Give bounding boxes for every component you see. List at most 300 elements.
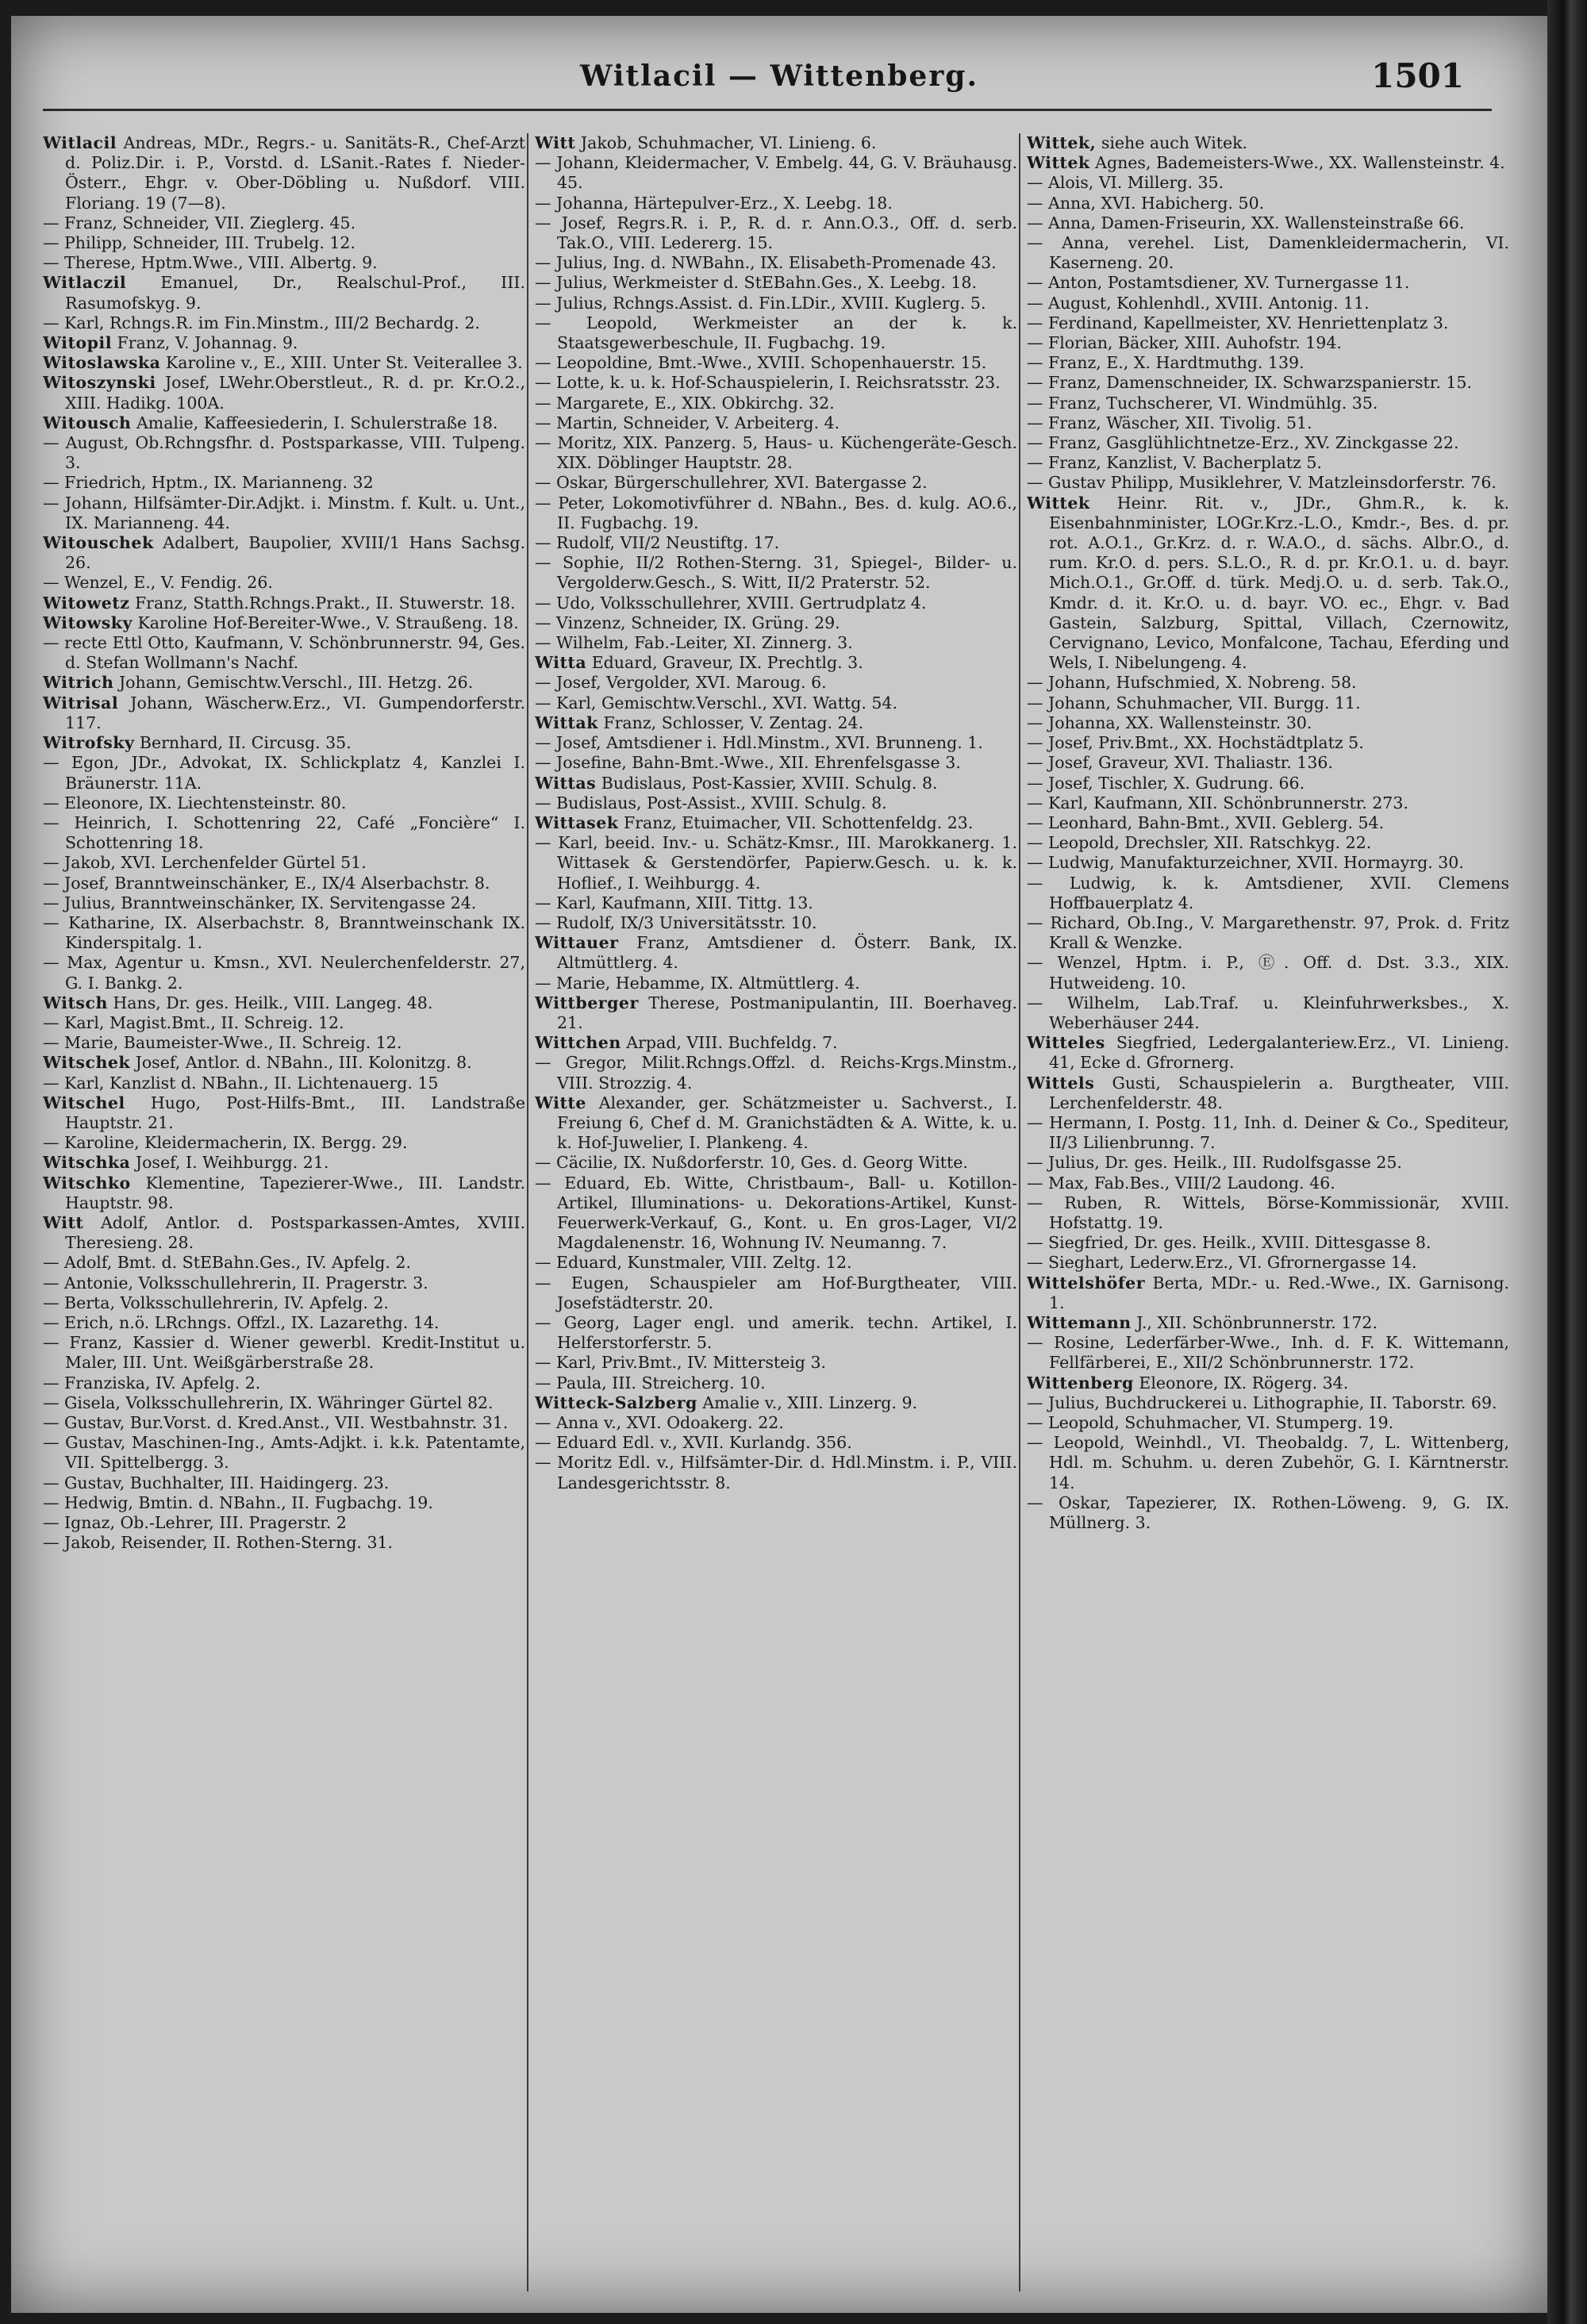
directory-entry (43, 1473, 525, 1493)
entry-text: — Julius, Dr. ges. Heilk., III. Rudolfsgasse 25. (1027, 1153, 1402, 1173)
directory-entry (43, 853, 525, 873)
directory-entry (43, 913, 525, 953)
entry-text: — Sophie, II/2 Rothen-Sterng. 31, Spiegel-, Bilder- u. Vergolderw.Gesch., S. Witt, II/2 Praterstr. 52. (535, 553, 1017, 593)
entry-text: — Julius, Rchngs.Assist. d. Fin.LDir., XVIII. Kuglerg. 5. (535, 293, 986, 313)
directory-entry (43, 1133, 525, 1153)
entry-text: Adolf, Antlor. d. Postsparkassen-Amtes, XVIII. Theresieng. 28. (65, 1212, 525, 1253)
directory-entry (535, 1353, 1017, 1373)
entry-text: — Erich, n.ö. LRchngs. Offzl., IX. Lazarethg. 14. (43, 1312, 440, 1332)
directory-entry (1027, 1433, 1509, 1493)
entry-text: — Anna v., XVI. Odoakerg. 22. (535, 1413, 784, 1432)
entry-text: — Josef, Priv.Bmt., XX. Hochstädtplatz 5. (1027, 733, 1364, 753)
entry-text: — Karoline, Kleidermacherin, IX. Bergg. 29. (43, 1133, 408, 1153)
entry-surname: Witlaczil (43, 273, 127, 293)
entry-text: — Julius, Buchdruckerei u. Lithographie, II. Taborstr. 69. (1027, 1392, 1497, 1412)
entry-text: Hugo, Post-Hilfs-Bmt., III. Landstraße Hauptstr. 21. (65, 1093, 525, 1132)
directory-entry (43, 353, 525, 373)
directory-entry (1027, 693, 1509, 713)
entry-text: — Ludwig, Manufakturzeichner, XVII. Hormayrg. 30. (1027, 853, 1464, 873)
entry-text: — Franz, Kassier d. Wiener gewerbl. Kredit-Institut u. Maler, III. Unt. Weißgärberstraße 28. (43, 1333, 525, 1373)
entry-text: — Ignaz, Ob.-Lehrer, III. Pragerstr. 2 (43, 1513, 347, 1533)
entry-text: — Alois, VI. Millerg. 35. (1027, 173, 1224, 193)
entry-text: Eduard, Graveur, IX. Prechtlg. 3. (591, 653, 863, 673)
entry-text: — recte Ettl Otto, Kaufmann, V. Schönbrunnerstr. 94, Ges. d. Stefan Wollmann's Nachf. (43, 633, 525, 673)
entry-text: Agnes, Bademeisters-Wwe., XX. Wallensteinstr. 4. (1095, 153, 1505, 173)
directory-entry (535, 1433, 1017, 1453)
entry-surname: Witt (43, 1212, 84, 1232)
column-2 (535, 133, 1017, 2291)
directory-entry (1027, 153, 1509, 173)
directory-entry (535, 494, 1017, 533)
entry-text: — Jakob, XVI. Lerchenfelder Gürtel 51. (43, 853, 367, 873)
directory-entry (535, 913, 1017, 933)
entry-text: — Gustav Philipp, Musiklehrer, V. Matzleinsdorferstr. 76. (1027, 473, 1497, 493)
directory-entry (43, 473, 525, 493)
entry-text: — Eleonore, IX. Liechtensteinstr. 80. (43, 793, 347, 812)
directory-entry (535, 653, 1017, 673)
entry-surname: Witowsky (43, 613, 133, 632)
entry-text: siehe auch Witek. (1101, 133, 1248, 152)
directory-entry (43, 1013, 525, 1033)
entry-surname: Wittek (1027, 493, 1090, 513)
directory-entry (535, 353, 1017, 373)
directory-entry (43, 133, 525, 213)
column-3 (1027, 133, 1509, 2291)
entry-text: — Franz, Tuchscherer, VI. Windmühlg. 35. (1027, 393, 1378, 413)
directory-entry (43, 333, 525, 353)
entry-text: — Marie, Hebamme, IX. Altmüttlerg. 4. (535, 973, 860, 993)
entry-text: — Josef, Vergolder, XVI. Maroug. 6. (535, 673, 827, 693)
entry-text: — Ludwig, k. k. Amtsdiener, XVII. Clemens Hoffbauerplatz 4. (1027, 873, 1509, 912)
directory-entry (1027, 1493, 1509, 1533)
directory-entry (43, 1333, 525, 1373)
entry-surname: Wittas (535, 773, 597, 793)
directory-entry (1027, 774, 1509, 793)
entry-surname: Witrofsky (43, 733, 135, 753)
directory-entry (535, 213, 1017, 253)
directory-entry (43, 753, 525, 793)
entry-text: Karoline v., E., XIII. Unter St. Veiterallee 3. (165, 353, 523, 373)
entry-text: — Karl, Magist.Bmt., II. Schreig. 12. (43, 1012, 344, 1032)
directory-entry (535, 774, 1017, 793)
entry-surname: Witouschek (43, 533, 154, 553)
entry-text: Gusti, Schauspielerin a. Burgtheater, VIII. Lerchenfelderstr. 48. (1049, 1073, 1509, 1112)
entry-text: — Leopold, Drechsler, XII. Ratschkyg. 22. (1027, 833, 1372, 853)
directory-entry (43, 1513, 525, 1533)
directory-entry (535, 673, 1017, 693)
directory-entry (535, 613, 1017, 633)
directory-entry (1027, 294, 1509, 313)
entry-text: — Wenzel, Hptm. i. P., Ⓔ. Off. d. Dst. 3.3., XIX. Hutweideng. 10. (1027, 953, 1509, 993)
directory-entry (1027, 673, 1509, 693)
directory-entry (535, 1174, 1017, 1254)
directory-entry (535, 1413, 1017, 1433)
entry-text: — Therese, Hptm.Wwe., VIII. Albertg. 9. (43, 253, 378, 273)
directory-entry (1027, 353, 1509, 373)
entry-text: — Hedwig, Bmtin. d. NBahn., II. Fugbachg. 19. (43, 1492, 433, 1512)
entry-surname: Witlacil (43, 133, 117, 152)
running-head: Witlacil — Wittenberg. (580, 60, 978, 93)
page-header (11, 56, 1547, 123)
directory-entry (43, 1433, 525, 1473)
entry-text: — Julius, Werkmeister d. StEBahn.Ges., X. Leebg. 18. (535, 273, 977, 293)
directory-entry (43, 1293, 525, 1313)
directory-entry (1027, 413, 1509, 433)
directory-entry (43, 1313, 525, 1333)
page-number: 1501 (1371, 56, 1464, 95)
entry-text: Franz, Etuimacher, VII. Schottenfeldg. 23. (624, 812, 974, 832)
directory-entry (43, 494, 525, 533)
directory-entry (535, 373, 1017, 393)
directory-entry (1027, 1233, 1509, 1253)
directory-entry (43, 413, 525, 433)
directory-entry (43, 953, 525, 993)
directory-entry (1027, 453, 1509, 473)
entry-text: Andreas, MDr., Regrs.- u. Sanitäts-R., Chef-Arzt d. Poliz.Dir. i. P., Vorstd. d. LSanit.-Rates f. Nieder-Österr., Ehgr. v. Ober-Döbling u. Nußdorf. VIII. Floriang. 19 (7—8). (65, 133, 525, 213)
entry-text: Franz, Amtsdiener d. Österr. Bank, IX. Altmüttlerg. 4. (557, 933, 1017, 973)
entry-text: — Franziska, IV. Apfelg. 2. (43, 1373, 261, 1392)
directory-entry (535, 433, 1017, 473)
directory-entry (535, 833, 1017, 893)
entry-surname: Wittemann (1027, 1312, 1132, 1332)
directory-entry (1027, 433, 1509, 453)
entry-text: — Karl, Kanzlist d. NBahn., II. Lichtenauerg. 15 (43, 1073, 439, 1093)
entry-text: — Hermann, I. Postg. 11, Inh. d. Deiner & Co., Spediteur, II/3 Lilienbrunng. 7. (1027, 1112, 1509, 1153)
directory-entry (1027, 1393, 1509, 1413)
directory-entry (535, 713, 1017, 733)
entry-text: — Wilhelm, Lab.Traf. u. Kleinfuhrwerksbes., X. Weberhäuser 244. (1027, 993, 1509, 1032)
directory-entry (1027, 953, 1509, 993)
entry-text: — Johann, Hufschmied, X. Nobreng. 58. (1027, 673, 1357, 693)
directory-entry (43, 593, 525, 613)
entry-text: — Karl, Rchngs.R. im Fin.Minstm., III/2 Bechardg. 2. (43, 313, 480, 332)
entry-text: — Gustav, Maschinen-Ing., Amts-Adjkt. i. k.k. Patentamte, VII. Spittelbergg. 3. (43, 1433, 525, 1473)
entry-surname: Wittauer (535, 933, 619, 953)
entry-text: — Ruben, R. Wittels, Börse-Kommissionär, XVIII. Hofstattg. 19. (1027, 1193, 1509, 1232)
entry-text: — Josef, Branntweinschänker, E., IX/4 Alserbachstr. 8. (43, 873, 490, 893)
entry-surname: Witopil (43, 333, 113, 353)
entry-text: — Egon, JDr., Advokat, IX. Schlickplatz 4, Kanzlei I. Bräunerstr. 11A. (43, 753, 525, 793)
directory-entry (535, 693, 1017, 713)
entry-surname: Wittelshöfer (1027, 1273, 1145, 1293)
entry-text: — Philipp, Schneider, III. Trubelg. 12. (43, 233, 355, 253)
directory-entry (535, 893, 1017, 913)
directory-entry (1027, 394, 1509, 413)
directory-entry (1027, 853, 1509, 873)
directory-entry (1027, 1313, 1509, 1333)
directory-entry (1027, 733, 1509, 753)
entry-text: Eleonore, IX. Rögerg. 34. (1139, 1373, 1349, 1392)
entry-text: — Moritz, XIX. Panzerg. 5, Haus- u. Küchengeräte-Gesch. XIX. Döblinger Hauptstr. 28. (535, 433, 1017, 473)
entry-surname: Witschko (43, 1173, 131, 1193)
entry-surname: Witteles (1027, 1033, 1105, 1053)
entry-text: Franz, Statth.Rchngs.Prakt., II. Stuwerstr. 18. (134, 593, 516, 613)
entry-text: — Peter, Lokomotivführer d. NBahn., Bes. d. kulg. AO.6., II. Fugbachg. 19. (535, 493, 1017, 532)
entry-text: Amalie, Kaffeesiederin, I. Schulerstraße 18. (136, 413, 498, 432)
entry-text: — August, Kohlenhdl., XVIII. Antonig. 11. (1027, 293, 1370, 313)
entry-text: — Franz, Kanzlist, V. Bacherplatz 5. (1027, 453, 1322, 473)
entry-text: — Martin, Schneider, V. Arbeiterg. 4. (535, 413, 840, 432)
directory-entry (1027, 494, 1509, 674)
entry-text: — Vinzenz, Schneider, IX. Grüng. 29. (535, 613, 840, 632)
directory-entry (43, 693, 525, 733)
directory-entry (43, 253, 525, 273)
directory-entry (535, 553, 1017, 593)
entry-surname: Witrisal (43, 693, 119, 713)
entry-surname: Wittasek (535, 812, 619, 832)
directory-entry (43, 213, 525, 233)
entry-text: — Cäcilie, IX. Nußdorferstr. 10, Ges. d. Georg Witte. (535, 1153, 968, 1173)
directory-entry (1027, 813, 1509, 833)
directory-entry (43, 1273, 525, 1293)
directory-entry (1027, 194, 1509, 213)
entry-surname: Witousch (43, 413, 132, 432)
directory-entry (1027, 793, 1509, 813)
directory-entry (43, 233, 525, 253)
column-1 (43, 133, 525, 2291)
entry-text: — Josefine, Bahn-Bmt.-Wwe., XII. Ehrenfelsgasse 3. (535, 753, 961, 773)
entry-text: Hans, Dr. ges. Heilk., VIII. Langeg. 48. (113, 993, 433, 1012)
entry-surname: Wittak (535, 713, 598, 732)
entry-text: Franz, V. Johannag. 9. (117, 333, 298, 353)
entry-text: — Franz, Damenschneider, IX. Schwarzspanierstr. 15. (1027, 373, 1472, 393)
directory-entry (1027, 373, 1509, 393)
entry-text: — Rudolf, VII/2 Neustiftg. 17. (535, 533, 780, 553)
directory-entry (1027, 313, 1509, 333)
directory-entry (535, 1253, 1017, 1273)
entry-text: Budislaus, Post-Kassier, XVIII. Schulg. 8. (601, 773, 938, 793)
entry-text: Franz, Schlosser, V. Zentag. 24. (603, 713, 864, 732)
entry-text: — Gustav, Buchhalter, III. Haidingerg. 23. (43, 1473, 390, 1492)
entry-text: — Rudolf, IX/3 Universitätsstr. 10. (535, 912, 817, 932)
directory-entry (43, 533, 525, 573)
directory-entry (43, 433, 525, 473)
entry-text: — Jakob, Reisender, II. Rothen-Sterng. 31. (43, 1533, 394, 1553)
directory-entry (1027, 753, 1509, 773)
directory-entry (43, 793, 525, 813)
directory-entry (535, 933, 1017, 973)
entry-text: — Wilhelm, Fab.-Leiter, XI. Zinnerg. 3. (535, 633, 853, 653)
entry-text: — Katharine, IX. Alserbachstr. 8, Branntweinschank IX. Kinderspitalg. 1. (43, 912, 525, 953)
directory-entry (535, 1033, 1017, 1053)
column-divider (527, 133, 528, 2291)
entry-surname: Witschek (43, 1053, 131, 1073)
directory-entry (535, 133, 1017, 153)
column-divider (1019, 133, 1020, 2291)
directory-entry (1027, 1273, 1509, 1313)
entry-text: Klementine, Tapezierer-Wwe., III. Landstr. Hauptstr. 98. (65, 1173, 525, 1212)
entry-text: Amalie v., XIII. Linzerg. 9. (702, 1392, 918, 1412)
directory-entry (43, 373, 525, 413)
directory-entry (535, 533, 1017, 553)
directory-entry (1027, 333, 1509, 353)
entry-surname: Witte (535, 1093, 586, 1112)
directory-entry (535, 733, 1017, 753)
directory-entry (1027, 993, 1509, 1033)
entry-text: J., XII. Schönbrunnerstr. 172. (1136, 1312, 1378, 1332)
entry-text: Bernhard, II. Circusg. 35. (139, 733, 352, 753)
directory-entry (1027, 1113, 1509, 1153)
directory-entry (43, 1393, 525, 1413)
directory-entry (1027, 133, 1509, 153)
entry-text: — Josef, Regrs.R. i. P., R. d. r. Ann.O.3., Off. d. serb. Tak.O., VIII. Ledererg. 15. (535, 213, 1017, 253)
entry-text: — Heinrich, I. Schottenring 22, Café „Foncière“ I. Schottenring 18. (43, 812, 525, 853)
entry-text: Johann, Wäscherw.Erz., VI. Gumpendorferstr. 117. (65, 693, 525, 732)
entry-text: — Anna, XVI. Habicherg. 50. (1027, 193, 1265, 213)
entry-text: — August, Ob.Rchngsfhr. d. Postsparkasse, VIII. Tulpeng. 3. (43, 433, 525, 473)
entry-text: — Leopold, Werkmeister an der k. k. Staatsgewerbeschule, II. Fugbachg. 19. (535, 313, 1017, 353)
directory-entry (535, 294, 1017, 313)
directory-entry (43, 1053, 525, 1073)
entry-text: — Leopoldine, Bmt.-Wwe., XVIII. Schopenhauerstr. 15. (535, 353, 987, 373)
directory-entry (43, 1493, 525, 1513)
directory-entry (43, 1533, 525, 1553)
directory-entry (43, 673, 525, 693)
entry-text: — Leopold, Weinhdl., VI. Theobaldg. 7, L. Wittenberg, Hdl. m. Schuhm. u. deren Zubehör, G. I. Kärntnerstr. 14. (1027, 1433, 1509, 1492)
directory-entry (43, 1153, 525, 1173)
entry-text: — Eduard, Eb. Witte, Christbaum-, Ball- u. Kotillon-Artikel, Illuminations- u. Dekorations-Artikel, Kunst-Feuerwerk-Verkauf, G., Kont. u. En gros-Lager, VI/2 Magdalenenstr. 16, Wohnung IV. Neumanng. 7. (535, 1173, 1017, 1253)
directory-entry (43, 1093, 525, 1133)
directory-entry (43, 633, 525, 673)
entry-text: — Johanna, Härtepulver-Erz., X. Leebg. 18. (535, 193, 893, 213)
entry-text: Berta, MDr.- u. Red.-Wwe., IX. Garnisong. 1. (1049, 1273, 1509, 1312)
entry-text: — Budislaus, Post-Assist., XVIII. Schulg. 8. (535, 793, 887, 812)
directory-entry (1027, 833, 1509, 853)
entry-surname: Witsch (43, 993, 108, 1012)
entry-text: — Julius, Branntweinschänker, IX. Servitengasse 24. (43, 893, 477, 912)
entry-text: — Anna, verehel. List, Damenkleidermacherin, VI. Kaserneng. 20. (1027, 233, 1509, 273)
entry-text: Therese, Postmanipulantin, III. Boerhaveg. 21. (557, 993, 1017, 1032)
directory-entry (535, 1313, 1017, 1353)
directory-entry (1027, 473, 1509, 493)
entry-text: — Georg, Lager engl. und amerik. techn. Artikel, I. Helferstorferstr. 5. (535, 1312, 1017, 1353)
entry-text: — Josef, Tischler, X. Gudrung. 66. (1027, 773, 1305, 793)
directory-entry (43, 893, 525, 913)
entry-text: — Gregor, Milit.Rchngs.Offzl. d. Reichs-Krgs.Minstm., VIII. Strozzig. 4. (535, 1053, 1017, 1093)
entry-text: Arpad, VIII. Buchfeldg. 7. (626, 1033, 838, 1053)
directory-entry (535, 473, 1017, 493)
entry-text: — Berta, Volksschullehrerin, IV. Apfelg. 2. (43, 1293, 389, 1312)
entry-text: — Johanna, XX. Wallensteinstr. 30. (1027, 713, 1312, 732)
entry-text: — Moritz Edl. v., Hilfsämter-Dir. d. Hdl.Minstm. i. P., VIII. Landesgerichtsstr. 8. (535, 1453, 1017, 1492)
entry-text: — Eugen, Schauspieler am Hof-Burgtheater, VIII. Josefstädterstr. 20. (535, 1273, 1017, 1312)
directory-entry (535, 1093, 1017, 1154)
entry-text: — Josef, Amtsdiener i. Hdl.Minstm., XVI. Brunneng. 1. (535, 733, 983, 753)
entry-text: — Udo, Volksschullehrer, XVIII. Gertrudplatz 4. (535, 593, 927, 613)
directory-entry (1027, 1253, 1509, 1273)
directory-entry (1027, 273, 1509, 293)
entry-text: — Karl, beeid. Inv.- u. Schätz-Kmsr., III. Marokkanerg. 1. Wittasek & Gerstendörfer, Papierw.Gesch. u. k. k. Hoflief., I. Weihburgg. 4. (535, 833, 1017, 893)
directory-entry (1027, 1193, 1509, 1233)
directory-entry (43, 273, 525, 313)
entry-text: Karoline Hof-Bereiter-Wwe., V. Straußeng. 18. (137, 613, 519, 632)
entry-text: — Wenzel, E., V. Fendig. 26. (43, 573, 273, 593)
entry-text: — Leonhard, Bahn-Bmt., XVII. Geblerg. 54. (1027, 812, 1385, 832)
entry-text: — Karl, Gemischtw.Verschl., XVI. Wattg. 54. (535, 693, 897, 713)
entry-surname: Witt (535, 133, 576, 152)
directory-entry (535, 1053, 1017, 1093)
directory-entry (1027, 713, 1509, 733)
entry-text: — Josef, Graveur, XVI. Thaliastr. 136. (1027, 753, 1333, 773)
book-edge (1547, 0, 1587, 2324)
entry-text: — Florian, Bäcker, XIII. Auhofstr. 194. (1027, 333, 1342, 353)
directory-entry (43, 1074, 525, 1093)
entry-text: — Franz, Wäscher, XII. Tivolig. 51. (1027, 413, 1312, 432)
entry-text: Josef, I. Weihburgg. 21. (135, 1153, 329, 1173)
entry-text: — Sieghart, Lederw.Erz., VI. Gfrornergasse 14. (1027, 1253, 1417, 1273)
directory-entry (43, 1174, 525, 1213)
entry-text: Josef, LWehr.Oberstleut., R. d. pr. Kr.O.2., XIII. Hadikg. 100A. (65, 373, 525, 413)
entry-surname: Wittek (1027, 153, 1090, 173)
entry-surname: Witoszynski (43, 373, 156, 393)
directory-entry (535, 974, 1017, 993)
directory-page (11, 16, 1547, 2313)
entry-text: — Anna, Damen-Friseurin, XX. Wallensteinstraße 66. (1027, 213, 1465, 232)
entry-surname: Witta (535, 653, 587, 673)
entry-surname: Wittchen (535, 1033, 621, 1053)
entry-text: Jakob, Schuhmacher, VI. Linieng. 6. (580, 133, 877, 152)
directory-entry (43, 313, 525, 333)
entry-text: — Franz, Schneider, VII. Zieglerg. 45. (43, 213, 356, 232)
entry-text: — Leopold, Schuhmacher, VI. Stumperg. 19. (1027, 1413, 1394, 1432)
directory-entry (1027, 1413, 1509, 1433)
entry-surname: Witteck-Salzberg (535, 1392, 697, 1412)
entry-text: — Franz, Gasglühlichtnetze-Erz., XV. Zinckgasse 22. (1027, 433, 1459, 453)
entry-text: Johann, Gemischtw.Verschl., III. Hetzg. 26. (118, 673, 474, 693)
entry-text: — Max, Fab.Bes., VIII/2 Laudong. 46. (1027, 1173, 1335, 1193)
entry-text: Emanuel, Dr., Realschul-Prof., III. Rasumofskyg. 9. (65, 273, 525, 313)
directory-entry (535, 313, 1017, 353)
directory-entry (535, 194, 1017, 213)
entry-text: — Karl, Kaufmann, XII. Schönbrunnerstr. 273. (1027, 793, 1408, 812)
entry-surname: Wittberger (535, 993, 639, 1012)
directory-entry (535, 993, 1017, 1033)
entry-text: — Siegfried, Dr. ges. Heilk., XVIII. Dittesgasse 8. (1027, 1233, 1431, 1253)
entry-surname: Witschka (43, 1153, 131, 1173)
directory-entry (1027, 1033, 1509, 1073)
entry-text: — Margarete, E., XIX. Obkirchg. 32. (535, 393, 835, 413)
entry-text: — Antonie, Volksschullehrerin, II. Pragerstr. 3. (43, 1273, 428, 1293)
directory-entry (1027, 1333, 1509, 1373)
entry-text: — Johann, Kleidermacher, V. Embelg. 44, G. V. Bräuhausg. 45. (535, 153, 1017, 193)
entry-text: — Marie, Baumeister-Wwe., II. Schreig. 12. (43, 1033, 402, 1053)
directory-entry (43, 1413, 525, 1433)
directory-entry (43, 1373, 525, 1393)
directory-entry (1027, 913, 1509, 953)
entry-text: — Franz, E., X. Hardtmuthg. 139. (1027, 353, 1305, 373)
entry-text: — Ferdinand, Kapellmeister, XV. Henriettenplatz 3. (1027, 313, 1449, 332)
directory-entry (1027, 173, 1509, 193)
directory-entry (535, 394, 1017, 413)
entry-text: Josef, Antlor. d. NBahn., III. Kolonitzg. 8. (135, 1053, 472, 1073)
directory-entry (535, 1393, 1017, 1413)
entry-text: — Oskar, Bürgerschullehrer, XVI. Batergasse 2. (535, 473, 928, 493)
directory-entry (43, 1213, 525, 1253)
directory-entry (1027, 1373, 1509, 1393)
entry-text: — Johann, Hilfsämter-Dir.Adjkt. i. Minstm. f. Kult. u. Unt., IX. Marianneng. 44. (43, 493, 525, 532)
directory-entry (43, 993, 525, 1013)
directory-entry (535, 793, 1017, 813)
directory-entry (535, 413, 1017, 433)
entry-text: — Eduard Edl. v., XVII. Kurlandg. 356. (535, 1433, 852, 1453)
directory-entry (535, 1273, 1017, 1313)
directory-entry (43, 733, 525, 753)
entry-text: — Eduard, Kunstmaler, VIII. Zeltg. 12. (535, 1253, 852, 1273)
directory-entry (535, 813, 1017, 833)
directory-entry (1027, 1153, 1509, 1173)
directory-entry (43, 613, 525, 633)
directory-entry (535, 1453, 1017, 1492)
